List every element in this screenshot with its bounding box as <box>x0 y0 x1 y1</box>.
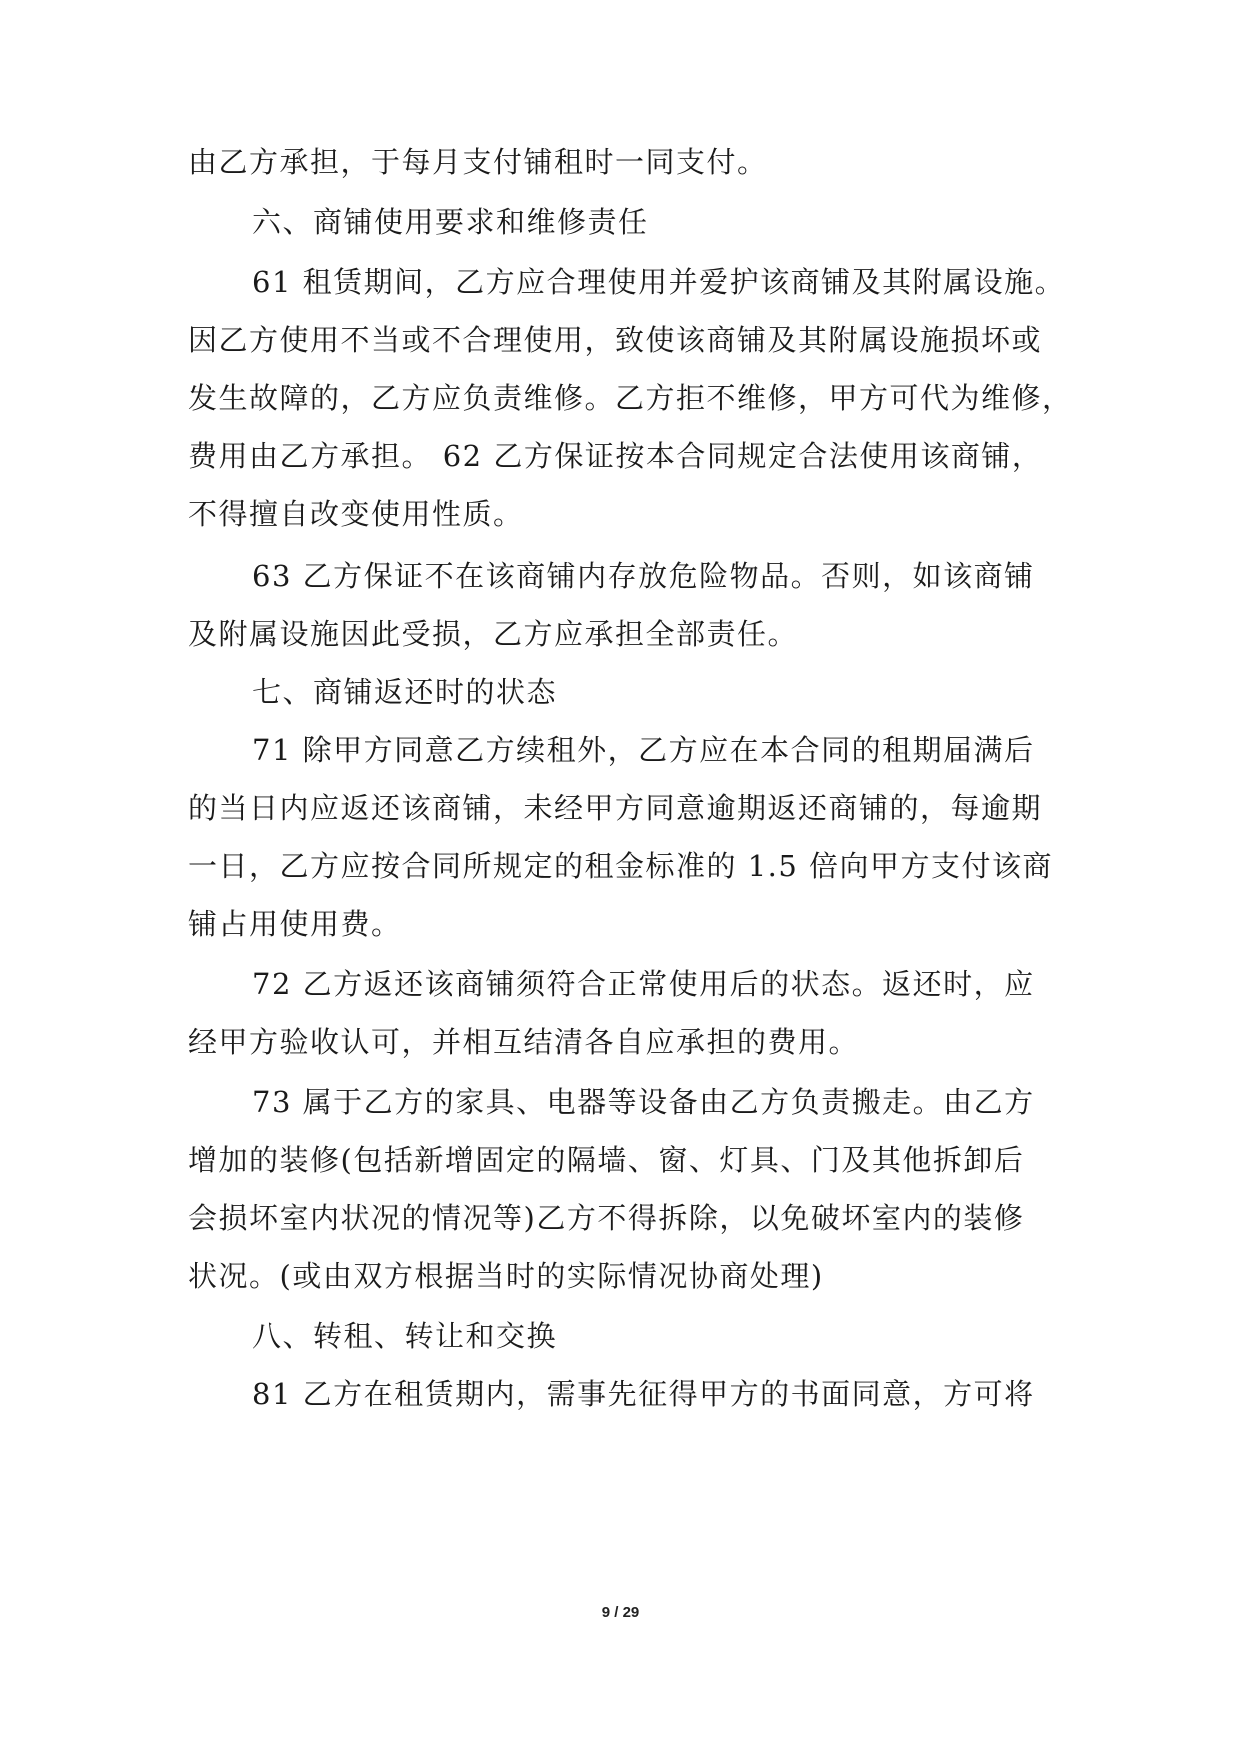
page-number: 9 / 29 <box>601 1604 640 1621</box>
section-heading: 七、商铺返还时的状态 <box>252 675 558 709</box>
text-line: 会损坏室内状况的情况等)乙方不得拆除，以免破坏室内的装修 <box>188 1201 1025 1235</box>
text-line: 63 乙方保证不在该商铺内存放危险物品。否则，如该商铺 <box>252 559 1035 593</box>
text-line: 经甲方验收认可，并相互结清各自应承担的费用。 <box>188 1025 860 1059</box>
text-line: 发生故障的，乙方应负责维修。乙方拒不维修，甲方可代为维修， <box>188 381 1073 415</box>
text-line: 由乙方承担，于每月支付铺租时一同支付。 <box>188 145 768 179</box>
text-line: 一日，乙方应按合同所规定的租金标准的 1.5 倍向甲方支付该商 <box>188 849 1054 883</box>
text-line: 因乙方使用不当或不合理使用，致使该商铺及其附属设施损坏或 <box>188 323 1043 357</box>
text-line: 61 租赁期间，乙方应合理使用并爱护该商铺及其附属设施。 <box>252 265 1066 299</box>
text-line: 不得擅自改变使用性质。 <box>188 497 524 531</box>
text-line: 81 乙方在租赁期内，需事先征得甲方的书面同意，方可将 <box>252 1377 1035 1411</box>
text-line: 及附属设施因此受损，乙方应承担全部责任。 <box>188 617 799 651</box>
section-heading: 六、商铺使用要求和维修责任 <box>252 205 649 239</box>
text-line: 费用由乙方承担。 62 乙方保证按本合同规定合法使用该商铺， <box>188 439 1043 473</box>
section-heading: 八、转租、转让和交换 <box>252 1319 558 1353</box>
text-line: 状况。(或由双方根据当时的实际情况协商处理) <box>188 1259 824 1293</box>
text-line: 增加的装修(包括新增固定的隔墙、窗、灯具、门及其他拆卸后 <box>188 1143 1025 1177</box>
text-line: 72 乙方返还该商铺须符合正常使用后的状态。返还时，应 <box>252 967 1035 1001</box>
text-line: 的当日内应返还该商铺，未经甲方同意逾期返还商铺的，每逾期 <box>188 791 1043 825</box>
text-line: 73 属于乙方的家具、电器等设备由乙方负责搬走。由乙方 <box>252 1085 1035 1119</box>
text-line: 铺占用使用费。 <box>188 907 402 941</box>
text-line: 71 除甲方同意乙方续租外，乙方应在本合同的租期届满后 <box>252 733 1035 767</box>
